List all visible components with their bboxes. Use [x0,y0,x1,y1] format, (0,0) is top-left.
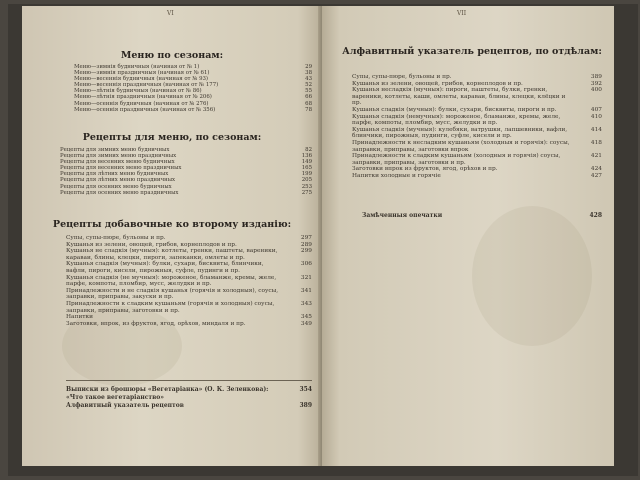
entry-title: Супы, супы-пюре, бульоны и пр. [66,235,166,241]
entry-page-number: 299 [300,248,312,255]
entry-title: Кушанья из зелени, овощей, грибов, корнеплодов и пр. [66,241,237,248]
entry-page-number: 341 [300,287,312,294]
entry-title: Меню—лѣтнія будничныя (начиная от № 86) [74,88,202,95]
entry-title: Принадлежности к сладким кушаньям (горячія и холодныя) соусы, заправки, приправы, заготовки и пр. [66,300,275,314]
entry-title: Рецепты для лѣтних меню будничных [60,171,169,178]
entry-title: Кушанья сладкія (не мучныя): мороженое, бламанже, кремы, желе, парфе, компоты, пломбир, мусс, желудки и пр. [66,274,277,288]
entry-title: Напитки холодные и горячіе [352,172,441,179]
errata-list [362,212,602,220]
entry-page-number: 38 [305,70,312,77]
entry-page-number: 414 [590,126,602,133]
additional-entry [66,275,312,288]
alphabetical-list [352,74,602,180]
alphabetical-entry [352,127,602,140]
entry-title: Меню—осеннія праздничныя (начиная от № 356) [74,106,216,113]
entry-title: Выписки из брошюры «Вегетаріанка» (О. К. Зеленкова): «Что такое вегетаріанство» [66,386,269,401]
entry-page-number: 349 [300,320,312,327]
entry-page-number: 354 [299,386,312,393]
entry-title: Принадлежности и не сладкія кушанья (горячія и холодныя), соусы, заправки, приправы, закуски и пр. [66,287,279,301]
entry-page-number: 407 [590,106,602,113]
entry-page-number: 345 [300,314,312,321]
alphabetical-entry [352,87,602,107]
entry-page-number: 43 [305,76,312,83]
additional-heading: Рецепты добавочные ко второму изданію: [52,219,292,230]
entry-page-number: 424 [590,166,602,173]
alphabetical-entry [352,140,602,153]
additional-entry [66,248,312,261]
errata-entry [362,212,602,220]
entry-title: Меню—зимнія праздничныя (начиная от № 61) [74,70,210,77]
entry-page-number: 427 [590,172,602,179]
entry-title: Рецепты для зимних меню будничных [60,147,170,153]
paper-stain [472,206,592,346]
recipe-entry [60,190,312,196]
entry-title: Меню—зимнія будничныя (начиная от № 1) [74,64,200,70]
entry-page-number: 410 [590,113,602,120]
section-rule [66,380,312,381]
entry-page-number: 421 [590,153,602,160]
entry-page-number: 205 [301,177,312,184]
menu-list [74,64,312,113]
alphabetical-entry [352,114,602,127]
entry-title: Принадлежности к сладким кушаньям (холодныя и горячія) соусы, заправки, приправы, заготовки и пр. [352,153,561,166]
entry-title: Рецепты для весенних меню праздничных [60,165,182,172]
entry-title: Кушанья сладкія (немучныя): мороженое, бламанже, кремы, желе, парфе, компоты, пломбир, мусс, желудки и пр. [352,113,561,127]
entry-page-number: 253 [301,183,312,190]
entry-title: Кушанья не сладкія (мучныя): котлеты, гренки, паштеты, вареники, караваи, блины, клецки, пироги, запеканки, омлеты и пр. [66,248,278,261]
entry-title: Рецепты для весенних меню будничных [60,159,175,166]
entry-page-number: 418 [590,139,602,146]
alphabetical-entry [352,153,602,166]
entry-title: Заготовки впрок из фруктов, ягод, орѣхов и пр. [352,166,498,173]
entry-title: Меню—весеннія праздничныя (начиная от № 177) [74,82,219,89]
entry-page-number: 199 [301,171,312,178]
entry-title: Меню—лѣтнія праздничныя (начиная от № 206) [74,94,212,101]
entry-page-number: 66 [305,94,312,101]
menu-entry [74,107,312,113]
entry-page-number: 165 [301,165,312,172]
entry-title: Кушанья несладкія (мучныя): пироги, паштеты, булки, гренки, вареники, котлеты, каши, омлеты, караваи, блины, клецки, клёцки и пр. [352,87,566,107]
recipes-list [60,147,312,196]
errata-label: Замѣченныя опечатки [362,212,443,219]
additional-list [66,235,312,327]
extra-entry [66,386,312,402]
right-page [322,6,614,466]
entry-title: Заготовки, впрок, из фруктов, ягод, орѣхов, миндаля и пр. [66,320,246,327]
left-page [22,6,322,466]
entry-page-number: 82 [305,147,312,153]
entry-page-number: 275 [301,189,312,196]
entry-title: Кушанья сладкія (мучныя): булки, сухари, бисквиты, блинчики, вафли, пироги, кисели, пирожныя, суфле, пудинги и пр. [66,261,264,274]
alphabetical-entry [352,166,602,173]
additional-entry [66,321,312,328]
entry-page-number: 343 [300,300,312,307]
errata-page: 428 [589,212,602,219]
entry-page-number: 389 [299,402,312,409]
entry-page-number: 321 [300,274,312,281]
recipes-heading: Рецепты для меню, по сезонам: [82,132,262,143]
entry-page-number: 149 [301,159,312,166]
entry-page-number: 52 [305,82,312,89]
entry-title: Кушанья сладкія (мучныя): кулебяки, ватрушки, лапшевники, вафли, блинчики, пирожныя, пудинги, суфле, кисели и пр. [352,126,568,140]
entry-page-number: 29 [305,64,312,70]
alphabetical-heading: Алфавитный указатель рецептов, по отдѣлам: [342,46,602,57]
additional-entry [66,288,312,301]
alphabetical-entry [352,74,602,81]
entry-title: Рецепты для зимних меню праздничных [60,153,177,160]
entry-title: Принадлежности к несладким кушаньям (холодныя и горячія): соусы, заправки, приправы, заготовки впрок [352,139,570,153]
right-folio: VII [457,10,467,17]
entry-page-number: 136 [301,153,312,160]
additional-entry [66,314,312,321]
left-folio: VI [167,10,174,17]
extras-list [66,386,312,410]
entry-title: Рецепты для осенних меню праздничных [60,189,179,196]
alphabetical-entry [352,107,602,114]
additional-entry [66,261,312,274]
entry-page-number: 306 [300,261,312,268]
menu-heading: Меню по сезонам: [120,50,224,61]
entry-page-number: 68 [305,100,312,107]
entry-title: Рецепты для лѣтних меню праздничных [60,177,176,184]
additional-entry [66,301,312,314]
entry-page-number: 392 [590,80,602,87]
entry-title: Рецепты для осенних меню будничных [60,183,172,190]
additional-entry [66,235,312,242]
entry-title: Напитки [66,314,93,321]
entry-page-number: 389 [590,74,602,80]
entry-page-number: 289 [300,241,312,248]
entry-page-number: 297 [300,235,312,241]
entry-title: Алфавитный указатель рецептов [66,402,184,409]
entry-title: Меню—весеннія будничныя (начиная от № 93) [74,76,209,83]
entry-page-number: 400 [590,87,602,94]
extra-entry [66,402,312,410]
entry-title: Супы, супы-пюре, бульоны и пр. [352,74,452,80]
entry-title: Кушанья из зелени, овощей, грибов, корнеплодов и пр. [352,80,523,87]
entry-title: Меню—осеннія будничныя (начиная от № 276) [74,100,209,107]
entry-page-number: 78 [305,106,312,113]
alphabetical-entry [352,173,602,180]
entry-page-number: 55 [305,88,312,95]
entry-title: Кушанья сладкія (мучныя): булки, сухари, бисквиты, пироги и пр. [352,106,557,113]
